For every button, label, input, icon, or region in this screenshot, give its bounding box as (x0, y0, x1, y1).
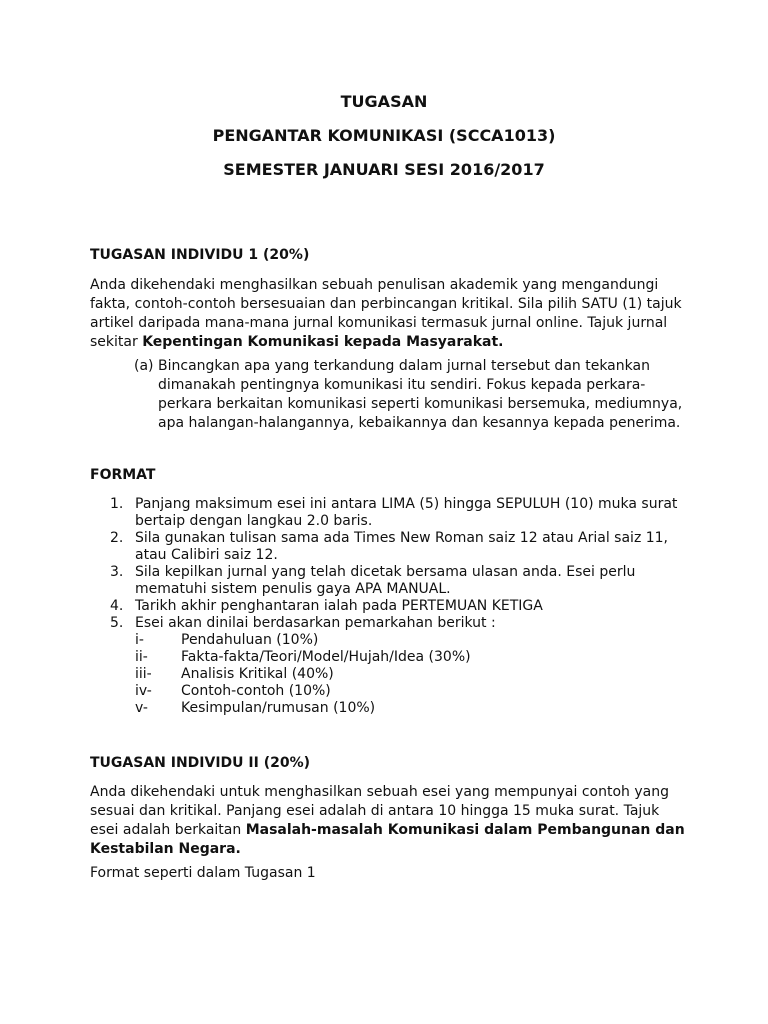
individu2-paragraph (90, 783, 690, 859)
format-item (110, 615, 690, 717)
format-item-text: Sila kepilkan jurnal yang telah dicetak bersama ulasan anda. Esei perlu mematuhi sistem penulis gaya APA MANUAL. (135, 564, 636, 597)
criteria-text: Kesimpulan/rumusan (10%) (181, 700, 376, 716)
format-item-text: Panjang maksimum esei ini antara LIMA (5) hingga SEPULUH (10) muka surat bertaip dengan langkau 2.0 baris. (135, 496, 678, 529)
individu2-heading: TUGASAN INDIVIDU II (20%) (90, 755, 311, 771)
format-item-text: Tarikh akhir penghantaran ialah pada PERTEMUAN KETIGA (135, 598, 543, 614)
criteria-item (135, 666, 690, 683)
criteria-item (135, 649, 690, 666)
format-item-number: 2. (110, 530, 124, 546)
format-list (110, 496, 690, 717)
individu1-topic: Kepentingan Komunikasi kepada Masyarakat. (142, 334, 504, 350)
format-item-text: Sila gunakan tulisan sama ada Times New Roman saiz 12 atau Arial saiz 11, atau Calibiri saiz 12. (135, 530, 669, 563)
criteria-text: Fakta-fakta/Teori/Model/Hujah/Idea (30%) (181, 649, 471, 665)
criteria-item (135, 632, 690, 649)
criteria-number: ii- (135, 649, 148, 665)
format-item-number: 3. (110, 564, 124, 580)
format-item (110, 598, 690, 615)
subitem-text: Bincangkan apa yang terkandung dalam jurnal tersebut dan tekankan dimanakah pentingnya komunikasi itu sendiri. Fokus kepada perkara-perkara berkaitan komunikasi seperti komunikasi bersemuka, mediumnya, apa halangan-halangannya, kebaikannya dan kesannya kepada penerima. (158, 358, 683, 431)
subitem-marker: (a) (134, 358, 154, 374)
format-item-number: 5. (110, 615, 124, 631)
criteria-number: iv- (135, 683, 152, 699)
individu2-para-text: Anda dikehendaki untuk menghasilkan sebuah esei yang mempunyai contoh yang sesuai dan kritikal. Panjang esei adalah di antara 10 hingga 15 muka surat. Tajuk esei adalah berkaitan (90, 784, 669, 838)
individu1-heading: TUGASAN INDIVIDU 1 (20%) (90, 247, 310, 263)
criteria-text: Pendahuluan (10%) (181, 632, 319, 648)
doc-title: TUGASAN (340, 92, 428, 111)
individu2-topic: Masalah-masalah Komunikasi dalam Pembangunan dan Kestabilan Negara. (90, 822, 685, 857)
individu1-para-text: Anda dikehendaki menghasilkan sebuah penulisan akademik yang mengandungi fakta, contoh-contoh bersesuaian dan perbincangan kritikal. Sila pilih SATU (1) tajuk artikel daripada mana-mana jurnal komunikasi termasuk jurnal online. Tajuk jurnal sekitar (90, 277, 682, 350)
criteria-number: i- (135, 632, 144, 648)
criteria-text: Analisis Kritikal (40%) (181, 666, 334, 682)
format-item (110, 496, 690, 530)
individu1-paragraph (90, 276, 690, 352)
individu2-format-note: Format seperti dalam Tugasan 1 (90, 865, 316, 881)
criteria-text: Contoh-contoh (10%) (181, 683, 331, 699)
course-title: PENGANTAR KOMUNIKASI (SCCA1013) (212, 126, 556, 145)
criteria-number: iii- (135, 666, 152, 682)
format-item (110, 530, 690, 564)
criteria-item (135, 683, 690, 700)
semester-title: SEMESTER JANUARI SESI 2016/2017 (223, 160, 545, 179)
format-item-text: Esei akan dinilai berdasarkan pemarkahan berikut : (135, 615, 496, 631)
individu1-subitem-a (134, 357, 694, 433)
criteria-item (135, 700, 690, 717)
criteria-number: v- (135, 700, 148, 716)
format-heading: FORMAT (90, 467, 156, 483)
format-item-number: 1. (110, 496, 124, 512)
format-item (110, 564, 690, 598)
format-item-number: 4. (110, 598, 124, 614)
criteria-list (135, 632, 690, 717)
